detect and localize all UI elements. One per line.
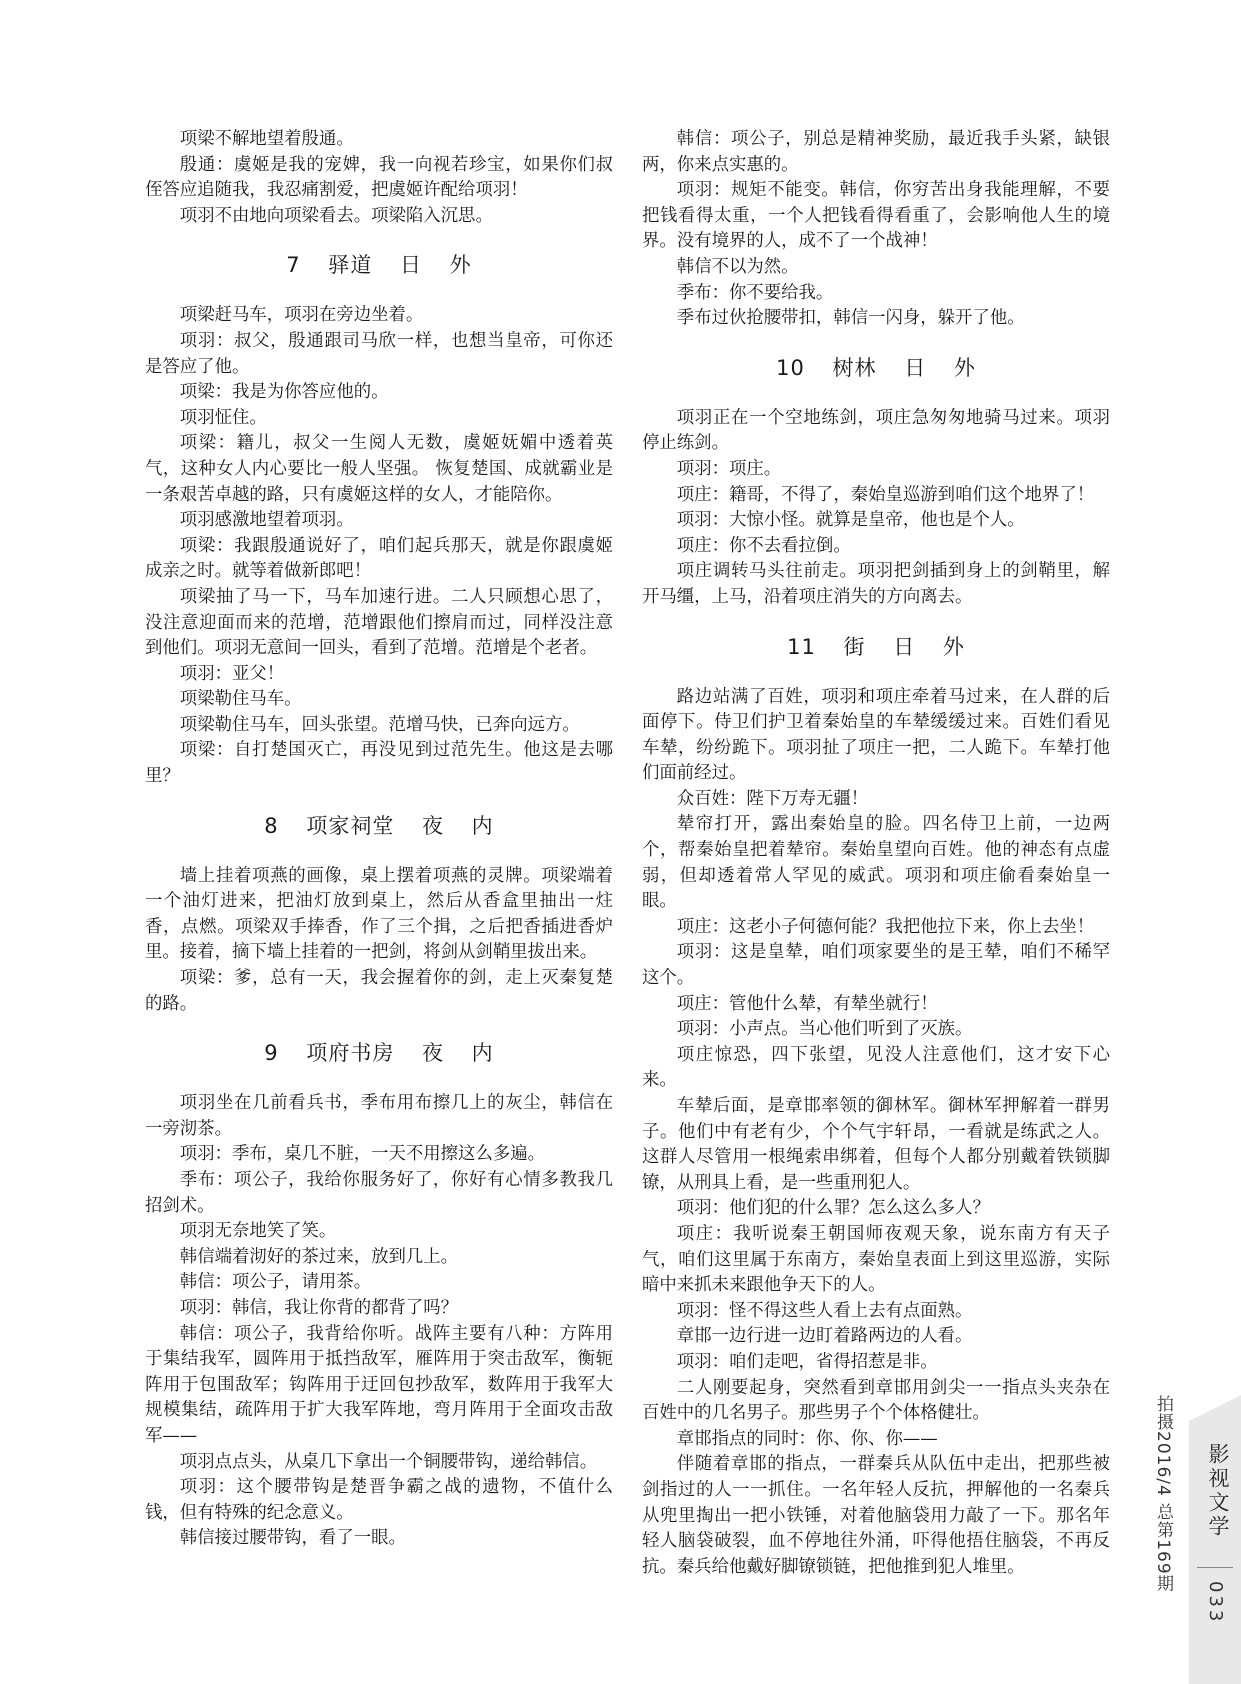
paragraph: 季布：你不要给我。 — [676, 282, 834, 303]
paragraph: 韩信端着沏好的茶过来，放到几上。 — [179, 1246, 459, 1267]
paragraph: 项梁：我是为你答应他的。 — [179, 382, 389, 403]
sidebar-tab — [1189, 1395, 1241, 1684]
issue-label: 拍摄2016/4 总第169期 — [1153, 1395, 1173, 1593]
page-sidebar — [1145, 1395, 1241, 1684]
paragraph: 项羽无奈地笑了笑。 — [179, 1221, 337, 1242]
paragraph: 项羽点点头，从桌几下拿出一个铜腰带钩，递给韩信。 — [179, 1451, 598, 1472]
scene-heading: 9 项府书房 夜 内 — [264, 1041, 494, 1066]
paragraph: 项羽正在一个空地练剑，项庄急匆匆地骑马过来。项羽停止练剑。 — [642, 407, 1110, 454]
paragraph: 项庄：我听说秦王朝国师夜观天象，说东南方有天子气，咱们这里属于东南方，秦始皇表面上到这里巡游，实际暗中来抓未来跟他争天下的人。 — [642, 1223, 1110, 1296]
paragraph: 章邯指点的同时：你、你、你—— — [676, 1428, 938, 1449]
paragraph: 项梁勒住马车，回头张望。范增马快，已奔向远方。 — [179, 714, 580, 735]
paragraph: 项羽：亚父！ — [179, 663, 285, 684]
paragraph: 项羽：叔父，殷通跟司马欣一样，也想当皇帝，可你还是答应了他。 — [145, 330, 613, 377]
paragraph: 项庄：你不去看拉倒。 — [676, 535, 851, 556]
paragraph: 二人刚要起身，突然看到章邯用剑尖一一指点头夹杂在百姓中的几名男子。那些男子个个体格健壮。 — [642, 1377, 1110, 1424]
paragraph: 项羽：怪不得这些人看上去有点面熟。 — [676, 1300, 973, 1321]
paragraph: 项羽：大惊小怪。就算是皇帝，他也是个人。 — [676, 510, 1025, 531]
paragraph: 项羽：这是皇辇，咱们项家要坐的是王辇，咱们不稀罕这个。 — [642, 942, 1110, 989]
paragraph: 项羽不由地向项梁看去。项梁陷入沉思。 — [179, 205, 493, 226]
scene-heading: 7 驿道 日 外 — [286, 253, 472, 278]
scene-heading: 8 项家祠堂 夜 内 — [264, 813, 494, 838]
paragraph: 项羽：这个腰带钩是楚晋争霸之战的遗物，不值什么钱，但有特殊的纪念意义。 — [145, 1477, 613, 1523]
magazine-title: 影视文学 — [1206, 1443, 1230, 1539]
paragraph: 项羽：他们犯的什么罪？怎么这么多人？ — [676, 1198, 990, 1219]
paragraph: 项羽：项庄。 — [676, 458, 782, 479]
sidebar-divider — [1197, 1567, 1233, 1568]
paragraph: 伴随着章邯的指点，一群秦兵从队伍中走出，把那些被剑指过的人一一抓住。一名年轻人反抗，押解他的一名秦兵从兜里掏出一把小铁锤，对着他脑袋用力敲了一下。那名年轻人脑袋破裂，血不停地往外涌，吓得他捂住脑袋，不再反抗。秦兵给他戴好脚镣锁链，把他推到犯人堆里。 — [642, 1454, 1110, 1577]
paragraph: 项梁抽了马一下，马车加速行进。二人只顾想心思了，没注意迎面而来的范增，范增跟他们擦肩而过，同样没注意到他们。项羽无意间一回头，看到了范增。范增是个老者。 — [145, 586, 613, 659]
paragraph: 殷通：虞姬是我的宠婢，我一向视若珍宝，如果你们叔侄答应追随我，我忍痛割爱，把虞姬许配给项羽！ — [145, 154, 613, 201]
paragraph: 项梁赶马车，项羽在旁边坐着。 — [179, 305, 424, 326]
paragraph: 众百姓：陛下万寿无疆！ — [676, 788, 869, 809]
paragraph: 项梁：自打楚国灭亡，再没见到过范先生。他这是去哪里？ — [145, 740, 613, 787]
paragraph: 项庄：籍哥，不得了，秦始皇巡游到咱们这个地界了！ — [676, 484, 1095, 505]
paragraph: 项羽：规矩不能变。韩信，你穷苦出身我能理解，不要把钱看得太重，一个人把钱看得看重了，会影响他人生的境界。没有境界的人，成不了一个战神！ — [642, 180, 1110, 252]
paragraph: 辇帘打开，露出秦始皇的脸。四名侍卫上前，一边两个，帮秦始皇把着辇帘。秦始皇望向百姓。他的神态有点虚弱，但却透着常人罕见的威武。项羽和项庄偷看秦始皇一眼。 — [642, 814, 1110, 912]
paragraph: 项庄：管他什么辇，有辇坐就行！ — [676, 993, 938, 1014]
paragraph: 项羽感激地望着项羽。 — [179, 510, 354, 531]
right-column — [642, 127, 1110, 1580]
paragraph: 项羽怔住。 — [179, 407, 267, 428]
paragraph: 项庄调转马头往前走。项羽把剑插到身上的剑鞘里，解开马缰，上马，沿着项庄消失的方向离去。 — [642, 561, 1110, 607]
scene-heading: 10 树林 日 外 — [776, 355, 976, 380]
paragraph: 韩信：项公子，请用茶。 — [179, 1272, 372, 1293]
paragraph: 项庄：这老小子何德何能？我把他拉下来，你上去坐！ — [676, 916, 1095, 937]
paragraph: 韩信不以为然。 — [676, 256, 799, 277]
paragraph: 项庄惊恐，四下张望，见没人注意他们，这才安下心来。 — [642, 1044, 1110, 1091]
paragraph: 项羽：咱们走吧，省得招惹是非。 — [676, 1351, 938, 1372]
paragraph: 项梁：籍儿，叔父一生阅人无数，虞姬妩媚中透着英气，这种女人内心要比一般人坚强。 恢复楚国、成就霸业是一条艰苦卓越的路，只有虞姬这样的女人，才能陪你。 — [145, 433, 613, 505]
paragraph: 韩信接过腰带钩，看了一眼。 — [179, 1528, 406, 1549]
paragraph: 季布：项公子，我给你服务好了，你好有心情多教我几招剑术。 — [145, 1170, 613, 1216]
paragraph: 墙上挂着项燕的画像，桌上摆着项燕的灵牌。项梁端着一个油灯进来，把油灯放到桌上，然后从香盒里抽出一炷香，点燃。项梁双手捧香，作了三个揖，之后把香插进香炉里。接着，摘下墙上挂着的一把剑，将剑从剑鞘里拔出来。 — [145, 865, 613, 963]
paragraph: 季布过伙抢腰带扣，韩信一闪身，躲开了他。 — [676, 308, 1025, 329]
paragraph: 项羽：韩信，我让你背的都背了吗？ — [179, 1297, 459, 1318]
paragraph: 车辇后面，是章邯率领的御林军。御林军押解着一群男子。他们中有老有少，个个气宇轩昂，一看就是练武之人。这群人尽管用一根绳索串绑着，但每个人都分别戴着铁锁脚镣，从刑具上看，是一些重刑犯人。 — [642, 1096, 1110, 1193]
paragraph: 项羽：小声点。当心他们听到了灭族。 — [676, 1019, 973, 1040]
paragraph: 项梁勒住马车。 — [179, 689, 302, 710]
paragraph: 项梁不解地望着殷通。 — [179, 129, 354, 149]
paragraph: 韩信：项公子，别总是精神奖励，最近我手头紧，缺银两，你来点实惠的。 — [642, 129, 1110, 175]
paragraph: 路边站满了百姓，项羽和项庄牵着马过来，在人群的后面停下。侍卫们护卫着秦始皇的车辇缓缓过来。百姓们看见车辇，纷纷跪下。项羽扯了项庄一把，二人跪下。车辇打他们面前经过。 — [642, 686, 1110, 784]
page-number: 033 — [1205, 1581, 1226, 1625]
scene-heading: 11 街 日 外 — [787, 634, 965, 659]
paragraph: 项梁：我跟殷通说好了，咱们起兵那天，就是你跟虞姬成亲之时。就等着做新郎吧！ — [145, 535, 613, 582]
paragraph: 项梁：爹，总有一天，我会握着你的剑，走上灭秦复楚的路。 — [145, 968, 613, 1014]
left-column — [145, 127, 613, 1552]
paragraph: 项羽：季布，桌几不脏，一天不用擦这么多遍。 — [179, 1144, 546, 1165]
paragraph: 章邯一边行进一边盯着路两边的人看。 — [676, 1326, 973, 1347]
paragraph: 项羽坐在几前看兵书，季布用布擦几上的灰尘，韩信在一旁沏茶。 — [145, 1093, 613, 1139]
paragraph: 韩信：项公子，我背给你听。战阵主要有八种：方阵用于集结我军，圆阵用于抵挡敌军，雁阵用于突击敌军，衡轭阵用于包围敌军；钩阵用于迂回包抄敌军，数阵用于我军大规模集结，疏阵用于扩大我军阵地，弯月阵用于全面攻击敌军—— — [145, 1323, 613, 1446]
